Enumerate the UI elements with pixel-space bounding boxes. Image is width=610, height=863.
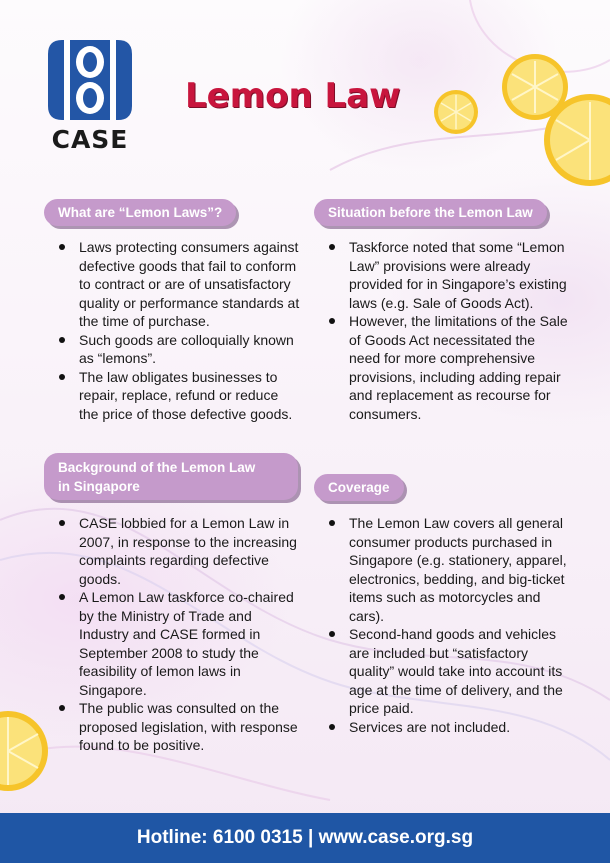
list-item: Such goods are colloquially known as “lemons”. (55, 331, 300, 368)
list-item: Taskforce noted that some “Lemon Law” provisions were already provided for in Singapore’s existing laws (e.g. Sale of Goods Act). (325, 238, 570, 312)
list-item: A Lemon Law taskforce co-chaired by the Ministry of Trade and Industry and CASE formed in September 2008 to study the feasibility of lemon laws in Singapore. (55, 588, 300, 699)
list-item: The law obligates businesses to repair, replace, refund or reduce the price of those defective goods. (55, 368, 300, 424)
section-heading-background: Background of the Lemon Law in Singapore (44, 453, 298, 500)
logo-text: CASE (51, 125, 129, 154)
lemon-slice-icon (432, 88, 480, 136)
lemon-slice-icon (540, 94, 610, 190)
list-item: Laws protecting consumers against defective goods that fail to conform to contract or are of unsatisfactory quality or performance standards at the time of purchase. (55, 238, 300, 331)
section-heading-situation-before: Situation before the Lemon Law (314, 199, 547, 226)
background-list (55, 514, 300, 755)
list-item: Second-hand goods and vehicles are included but “satisfactory quality” would take into account its age at the time of delivery, and the price paid. (325, 625, 570, 718)
page-title: Lemon Law (185, 76, 401, 116)
list-item: The public was consulted on the proposed legislation, with response found to be positive. (55, 699, 300, 755)
list-item: The Lemon Law covers all general consumer products purchased in Singapore (e.g. stationery, apparel, electronics, bedding, and big-ticket items such as motorcycles and cars). (325, 514, 570, 625)
list-item: Services are not included. (325, 718, 570, 737)
hotline-text: Hotline: 6100 0315 | www.case.org.sg (136, 827, 474, 848)
footer-bar (0, 813, 610, 863)
list-item: However, the limitations of the Sale of Goods Act necessitated the need for more comprehensive provisions, including adding repair and replacement as recourse for consumers. (325, 312, 570, 423)
what-are-list (55, 238, 300, 423)
list-item: CASE lobbied for a Lemon Law in 2007, in response to the increasing complaints regarding defective goods. (55, 514, 300, 588)
section-heading-what-are-lemon-laws: What are “Lemon Laws”? (44, 199, 236, 226)
section-heading-coverage: Coverage (314, 474, 404, 501)
situation-before-list (325, 238, 570, 423)
lemon-slice-icon (0, 708, 50, 794)
coverage-list (325, 514, 570, 736)
